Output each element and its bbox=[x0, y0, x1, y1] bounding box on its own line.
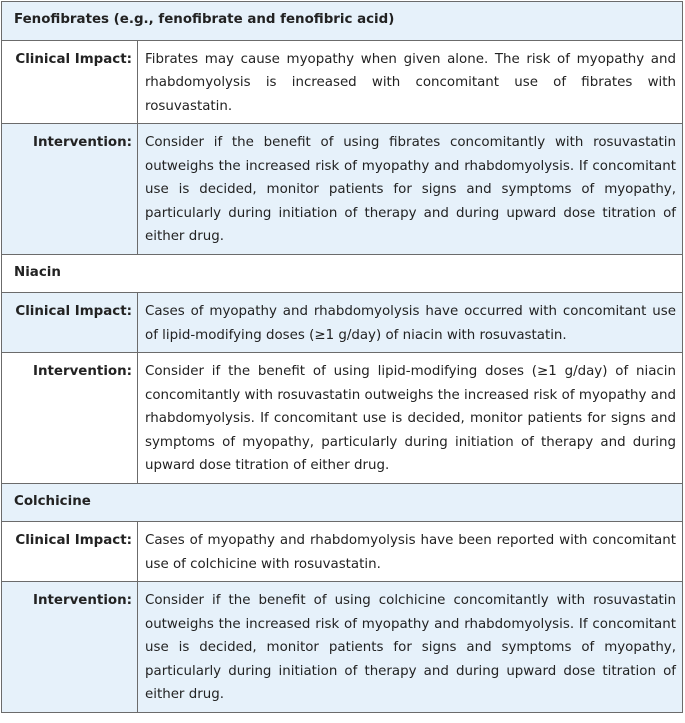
row-text: Consider if the benefit of using colchicine concomitantly with rosuvastatin outweighs the increased risk of myopathy and rhabdomyolysis. If concomitant use is decided, monitor patients for signs and symptoms of myopathy, particularly during initiation of therapy and during upward dose titration of either drug. bbox=[138, 582, 683, 713]
group-title: Niacin bbox=[2, 254, 683, 293]
row-text: Fibrates may cause myopathy when given alone. The risk of myopathy and rhabdomyolysis is increased with concomitant use of fibrates with rosuvastatin. bbox=[138, 40, 683, 124]
row-label: Clinical Impact: bbox=[2, 40, 138, 124]
row-text: Consider if the benefit of using fibrates concomitantly with rosuvastatin outweighs the increased risk of myopathy and rhabdomyolysis. If concomitant use is decided, monitor patients for signs and symptoms of myopathy, particularly during initiation of therapy and during upward dose titration of either drug. bbox=[138, 124, 683, 255]
table-row bbox=[2, 522, 683, 582]
group-title: Colchicine bbox=[2, 483, 683, 522]
drug-interaction-table bbox=[1, 1, 683, 713]
group-title: Fenofibrates (e.g., fenofibrate and fenofibric acid) bbox=[2, 2, 683, 41]
row-label: Intervention: bbox=[2, 582, 138, 713]
table-row bbox=[2, 124, 683, 255]
row-label: Clinical Impact: bbox=[2, 293, 138, 353]
table-row bbox=[2, 582, 683, 713]
row-label: Intervention: bbox=[2, 353, 138, 484]
row-label: Intervention: bbox=[2, 124, 138, 255]
table-row bbox=[2, 353, 683, 484]
group-header-colchicine bbox=[2, 483, 683, 522]
group-header-fenofibrates bbox=[2, 2, 683, 41]
row-text: Cases of myopathy and rhabdomyolysis have occurred with concomitant use of lipid-modifying doses (≥1 g/day) of niacin with rosuvastatin. bbox=[138, 293, 683, 353]
group-header-niacin bbox=[2, 254, 683, 293]
row-text: Consider if the benefit of using lipid-modifying doses (≥1 g/day) of niacin concomitantly with rosuvastatin outweighs the increased risk of myopathy and rhabdomyolysis. If concomitant use is decided, monitor patients for signs and symptoms of myopathy, particularly during initiation of therapy and during upward dose titration of either drug. bbox=[138, 353, 683, 484]
table-row bbox=[2, 293, 683, 353]
table-row bbox=[2, 40, 683, 124]
row-text: Cases of myopathy and rhabdomyolysis have been reported with concomitant use of colchicine with rosuvastatin. bbox=[138, 522, 683, 582]
row-label: Clinical Impact: bbox=[2, 522, 138, 582]
